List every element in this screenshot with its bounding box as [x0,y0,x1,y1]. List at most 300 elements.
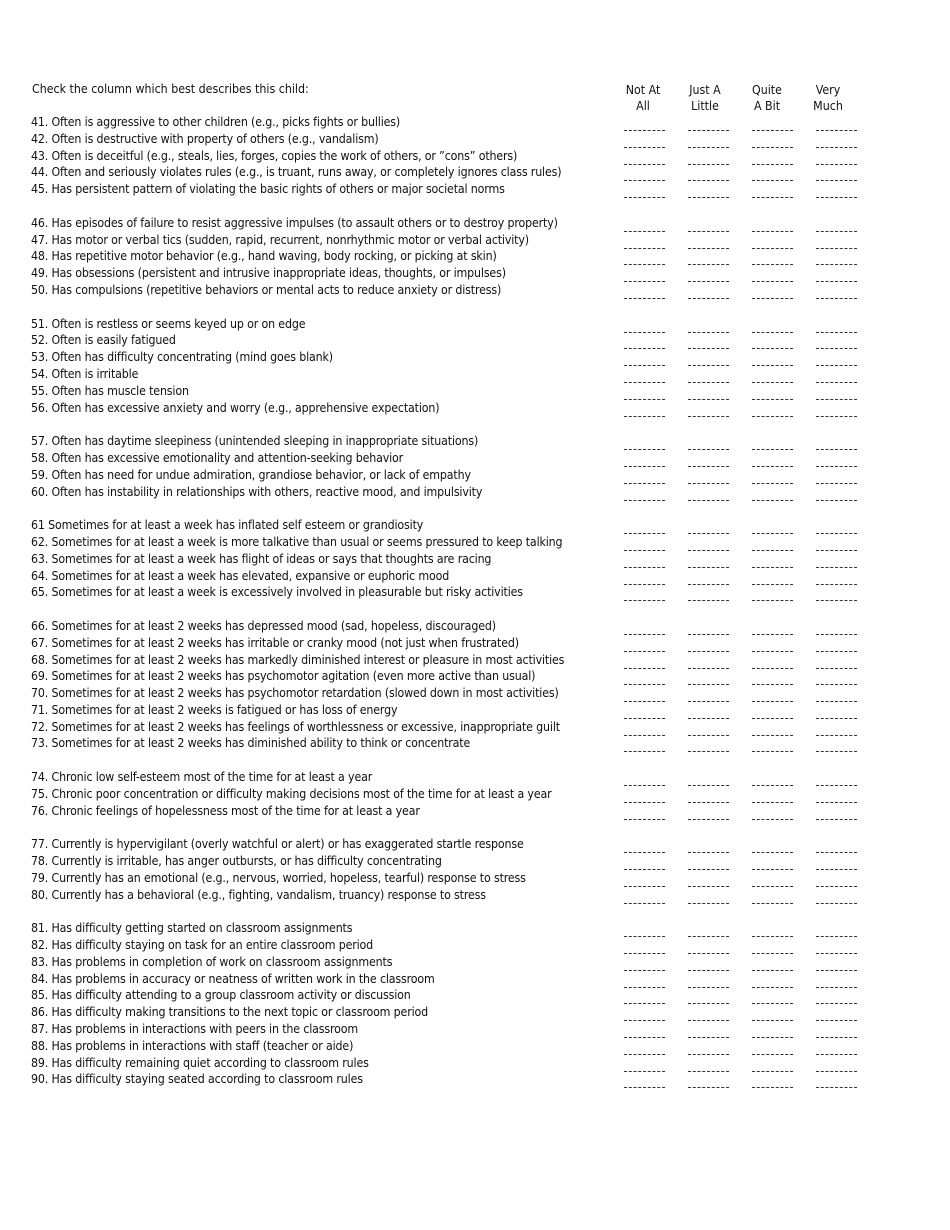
question-row [0,332,950,349]
answer-blank-just-a-little[interactable] [688,772,729,786]
answer-blank-not-at-all[interactable] [624,957,665,971]
answer-blank-just-a-little[interactable] [688,688,729,702]
answer-blank-very-much[interactable] [816,470,857,484]
answer-blank-very-much[interactable] [816,1074,857,1088]
question-row [0,584,950,601]
question-text: 85. Has difficulty attending to a group classroom activity or discussion [31,988,411,1003]
answer-blank-quite-a-bit[interactable] [752,184,793,198]
answer-blank-just-a-little[interactable] [688,1058,729,1072]
answer-blank-quite-a-bit[interactable] [752,638,793,652]
answer-blank-just-a-little[interactable] [688,621,729,635]
answer-blank-quite-a-bit[interactable] [752,806,793,820]
question-text: 90. Has difficulty staying seated according to classroom rules [31,1072,363,1087]
answer-blank-very-much[interactable] [816,285,857,299]
answer-blank-very-much[interactable] [816,671,857,685]
question-text: 73. Sometimes for at least 2 weeks has diminished ability to think or concentrate [31,736,471,751]
answer-blank-not-at-all[interactable] [624,470,665,484]
answer-blank-very-much[interactable] [816,369,857,383]
answer-blank-quite-a-bit[interactable] [752,134,793,148]
column-header-not-at-all: Not At All [625,83,661,113]
answer-blank-quite-a-bit[interactable] [752,436,793,450]
answer-blank-not-at-all[interactable] [624,218,665,232]
answer-blank-quite-a-bit[interactable] [752,688,793,702]
answer-blank-not-at-all[interactable] [624,621,665,635]
answer-blank-just-a-little[interactable] [688,487,729,501]
question-row [0,887,950,904]
answer-blank-quite-a-bit[interactable] [752,856,793,870]
question-row [0,668,950,685]
answer-blank-very-much[interactable] [816,487,857,501]
answer-blank-just-a-little[interactable] [688,655,729,669]
question-row [0,920,950,937]
answer-blank-just-a-little[interactable] [688,1007,729,1021]
question-text: 89. Has difficulty remaining quiet according to classroom rules [31,1055,369,1070]
question-text: 79. Currently has an emotional (e.g., nervous, worried, hopeless, tearful) response to stress [31,870,526,885]
answer-blank-just-a-little[interactable] [688,671,729,685]
answer-blank-not-at-all[interactable] [624,688,665,702]
question-text: 64. Sometimes for at least a week has elevated, expansive or euphoric mood [31,568,450,583]
answer-blank-just-a-little[interactable] [688,839,729,853]
answer-blank-quite-a-bit[interactable] [752,587,793,601]
question-row [0,652,950,669]
question-text: 56. Often has excessive anxiety and worry (e.g., apprehensive expectation) [31,400,440,415]
question-row [0,534,950,551]
answer-blank-just-a-little[interactable] [688,974,729,988]
answer-blank-just-a-little[interactable] [688,856,729,870]
question-row [0,769,950,786]
answer-blank-very-much[interactable] [816,688,857,702]
answer-blank-quite-a-bit[interactable] [752,789,793,803]
question-row [0,215,950,232]
question-row [0,719,950,736]
question-text: 62. Sometimes for at least a week is more talkative than usual or seems pressured to keep talking [31,534,563,549]
answer-blank-just-a-little[interactable] [688,1024,729,1038]
answer-blank-just-a-little[interactable] [688,587,729,601]
answer-blank-just-a-little[interactable] [688,352,729,366]
answer-blank-not-at-all[interactable] [624,873,665,887]
answer-blank-not-at-all[interactable] [624,319,665,333]
answer-blank-quite-a-bit[interactable] [752,571,793,585]
answer-blank-very-much[interactable] [816,268,857,282]
answer-blank-very-much[interactable] [816,789,857,803]
answer-blank-very-much[interactable] [816,352,857,366]
answer-blank-just-a-little[interactable] [688,638,729,652]
answer-blank-very-much[interactable] [816,957,857,971]
answer-blank-just-a-little[interactable] [688,470,729,484]
question-text: 71. Sometimes for at least 2 weeks is fatigued or has loss of energy [31,702,398,717]
answer-blank-just-a-little[interactable] [688,184,729,198]
question-text: 53. Often has difficulty concentrating (mind goes blank) [31,350,333,365]
question-row [0,484,950,501]
answer-blank-quite-a-bit[interactable] [752,974,793,988]
answer-blank-very-much[interactable] [816,554,857,568]
answer-blank-quite-a-bit[interactable] [752,655,793,669]
answer-blank-very-much[interactable] [816,403,857,417]
answer-blank-just-a-little[interactable] [688,722,729,736]
answer-blank-not-at-all[interactable] [624,352,665,366]
answer-blank-very-much[interactable] [816,587,857,601]
question-text: 67. Sometimes for at least 2 weeks has irritable or cranky mood (not just when frustrated) [31,635,519,650]
question-row [0,265,950,282]
answer-blank-very-much[interactable] [816,1024,857,1038]
answer-blank-not-at-all[interactable] [624,671,665,685]
answer-blank-not-at-all[interactable] [624,386,665,400]
answer-blank-just-a-little[interactable] [688,923,729,937]
answer-blank-quite-a-bit[interactable] [752,268,793,282]
form-instruction: Check the column which best describes this child: [32,82,309,96]
answer-blank-just-a-little[interactable] [688,890,729,904]
answer-blank-quite-a-bit[interactable] [752,923,793,937]
answer-blank-quite-a-bit[interactable] [752,957,793,971]
question-text: 44. Often and seriously violates rules (e.g., is truant, runs away, or completely ignores class rules) [31,165,562,180]
answer-blank-quite-a-bit[interactable] [752,621,793,635]
question-row [0,114,950,131]
question-row [0,1055,950,1072]
answer-blank-quite-a-bit[interactable] [752,167,793,181]
question-text: 75. Chronic poor concentration or difficulty making decisions most of the time for at least a year [31,786,552,801]
answer-blank-not-at-all[interactable] [624,251,665,265]
answer-blank-very-much[interactable] [816,386,857,400]
question-list [0,114,950,1088]
answer-blank-quite-a-bit[interactable] [752,117,793,131]
answer-blank-quite-a-bit[interactable] [752,1041,793,1055]
answer-blank-just-a-little[interactable] [688,789,729,803]
question-text: 88. Has problems in interactions with staff (teacher or aide) [31,1038,354,1053]
answer-blank-not-at-all[interactable] [624,369,665,383]
answer-blank-very-much[interactable] [816,235,857,249]
answer-blank-quite-a-bit[interactable] [752,218,793,232]
question-row [0,1021,950,1038]
question-row [0,400,950,417]
answer-blank-not-at-all[interactable] [624,520,665,534]
answer-blank-very-much[interactable] [816,655,857,669]
answer-blank-quite-a-bit[interactable] [752,453,793,467]
answer-blank-just-a-little[interactable] [688,520,729,534]
answer-blank-very-much[interactable] [816,621,857,635]
answer-blank-just-a-little[interactable] [688,940,729,954]
answer-blank-very-much[interactable] [816,722,857,736]
answer-blank-not-at-all[interactable] [624,722,665,736]
question-row [0,836,950,853]
answer-blank-quite-a-bit[interactable] [752,1074,793,1088]
question-row [0,937,950,954]
answer-blank-very-much[interactable] [816,806,857,820]
answer-blank-very-much[interactable] [816,571,857,585]
question-text: 77. Currently is hypervigilant (overly watchful or alert) or has exaggerated startle response [31,837,524,852]
answer-blank-very-much[interactable] [816,167,857,181]
answer-blank-just-a-little[interactable] [688,806,729,820]
answer-blank-not-at-all[interactable] [624,772,665,786]
question-row [0,786,950,803]
answer-blank-very-much[interactable] [816,873,857,887]
answer-blank-very-much[interactable] [816,940,857,954]
question-text: 50. Has compulsions (repetitive behaviors or mental acts to reduce anxiety or distress) [31,282,502,297]
answer-blank-very-much[interactable] [816,772,857,786]
answer-blank-quite-a-bit[interactable] [752,386,793,400]
question-row [0,1071,950,1088]
answer-blank-just-a-little[interactable] [688,117,729,131]
answer-blank-not-at-all[interactable] [624,134,665,148]
answer-blank-just-a-little[interactable] [688,369,729,383]
question-text: 52. Often is easily fatigued [31,333,176,348]
answer-blank-just-a-little[interactable] [688,335,729,349]
answer-blank-very-much[interactable] [816,856,857,870]
answer-blank-not-at-all[interactable] [624,436,665,450]
answer-blank-not-at-all[interactable] [624,285,665,299]
answer-blank-not-at-all[interactable] [624,403,665,417]
answer-blank-just-a-little[interactable] [688,167,729,181]
question-text: 72. Sometimes for at least 2 weeks has feelings of worthlessness or excessive, inappropriate guilt [31,719,560,734]
answer-blank-not-at-all[interactable] [624,974,665,988]
answer-blank-not-at-all[interactable] [624,1024,665,1038]
question-text: 63. Sometimes for at least a week has flight of ideas or says that thoughts are racing [31,551,492,566]
answer-blank-very-much[interactable] [816,218,857,232]
answer-blank-just-a-little[interactable] [688,285,729,299]
answer-blank-not-at-all[interactable] [624,554,665,568]
answer-blank-very-much[interactable] [816,537,857,551]
question-row [0,971,950,988]
answer-blank-not-at-all[interactable] [624,638,665,652]
question-row [0,131,950,148]
answer-blank-quite-a-bit[interactable] [752,554,793,568]
question-row [0,1038,950,1055]
question-row [0,164,950,181]
question-row [0,366,950,383]
answer-blank-quite-a-bit[interactable] [752,738,793,752]
answer-blank-just-a-little[interactable] [688,1041,729,1055]
answer-blank-not-at-all[interactable] [624,839,665,853]
question-text: 74. Chronic low self-esteem most of the time for at least a year [31,770,373,785]
question-row [0,702,950,719]
question-text: 65. Sometimes for at least a week is excessively involved in pleasurable but risky activities [31,585,523,600]
answer-blank-just-a-little[interactable] [688,151,729,165]
answer-blank-quite-a-bit[interactable] [752,990,793,1004]
answer-blank-very-much[interactable] [816,251,857,265]
answer-blank-very-much[interactable] [816,923,857,937]
question-row [0,618,950,635]
answer-blank-not-at-all[interactable] [624,856,665,870]
answer-blank-just-a-little[interactable] [688,436,729,450]
question-text: 87. Has problems in interactions with peers in the classroom [31,1022,358,1037]
question-row [0,1004,950,1021]
answer-blank-just-a-little[interactable] [688,957,729,971]
answer-blank-just-a-little[interactable] [688,554,729,568]
question-row [0,568,950,585]
question-row [0,383,950,400]
answer-blank-very-much[interactable] [816,1058,857,1072]
question-row [0,853,950,870]
answer-blank-not-at-all[interactable] [624,655,665,669]
answer-blank-just-a-little[interactable] [688,235,729,249]
answer-blank-just-a-little[interactable] [688,1074,729,1088]
question-text: 46. Has episodes of failure to resist aggressive impulses (to assault others or to destroy property) [31,215,558,230]
answer-blank-very-much[interactable] [816,319,857,333]
answer-blank-just-a-little[interactable] [688,386,729,400]
question-text: 70. Sometimes for at least 2 weeks has psychomotor retardation (slowed down in most activities) [31,686,559,701]
answer-blank-just-a-little[interactable] [688,453,729,467]
column-header-very-much: Very Much [813,83,843,113]
question-row [0,735,950,752]
question-text: 49. Has obsessions (persistent and intrusive inappropriate ideas, thoughts, or impulses) [31,266,506,281]
answer-blank-just-a-little[interactable] [688,134,729,148]
question-text: 80. Currently has a behavioral (e.g., fighting, vandalism, truancy) response to stress [31,887,486,902]
answer-blank-very-much[interactable] [816,839,857,853]
answer-blank-just-a-little[interactable] [688,319,729,333]
question-text: 61 Sometimes for at least a week has inflated self esteem or grandiosity [31,518,424,533]
question-text: 84. Has problems in accuracy or neatness of written work in the classroom [31,971,435,986]
answer-blank-very-much[interactable] [816,335,857,349]
answer-blank-not-at-all[interactable] [624,268,665,282]
answer-blank-just-a-little[interactable] [688,537,729,551]
answer-blank-not-at-all[interactable] [624,1041,665,1055]
answer-blank-not-at-all[interactable] [624,571,665,585]
question-row [0,316,950,333]
question-text: 51. Often is restless or seems keyed up or on edge [31,316,306,331]
answer-blank-just-a-little[interactable] [688,268,729,282]
answer-blank-just-a-little[interactable] [688,403,729,417]
question-row [0,433,950,450]
answer-blank-not-at-all[interactable] [624,705,665,719]
answer-blank-quite-a-bit[interactable] [752,470,793,484]
answer-blank-quite-a-bit[interactable] [752,1007,793,1021]
question-row [0,467,950,484]
answer-blank-very-much[interactable] [816,134,857,148]
answer-blank-not-at-all[interactable] [624,890,665,904]
answer-blank-quite-a-bit[interactable] [752,537,793,551]
question-text: 86. Has difficulty making transitions to the next topic or classroom period [31,1005,429,1020]
answer-blank-very-much[interactable] [816,436,857,450]
answer-blank-not-at-all[interactable] [624,453,665,467]
question-row [0,282,950,299]
question-text: 41. Often is aggressive to other children (e.g., picks fights or bullies) [31,115,401,129]
answer-blank-not-at-all[interactable] [624,806,665,820]
answer-blank-not-at-all[interactable] [624,117,665,131]
answer-blank-quite-a-bit[interactable] [752,235,793,249]
answer-blank-quite-a-bit[interactable] [752,285,793,299]
answer-blank-just-a-little[interactable] [688,251,729,265]
answer-blank-not-at-all[interactable] [624,235,665,249]
answer-blank-very-much[interactable] [816,638,857,652]
answer-blank-just-a-little[interactable] [688,705,729,719]
question-text: 76. Chronic feelings of hopelessness most of the time for at least a year [31,803,420,818]
answer-blank-quite-a-bit[interactable] [752,772,793,786]
answer-blank-quite-a-bit[interactable] [752,705,793,719]
question-text: 69. Sometimes for at least 2 weeks has psychomotor agitation (even more active than usual) [31,669,536,684]
answer-blank-very-much[interactable] [816,453,857,467]
answer-blank-quite-a-bit[interactable] [752,251,793,265]
answer-blank-very-much[interactable] [816,705,857,719]
question-text: 60. Often has instability in relationships with others, reactive mood, and impulsivity [31,484,483,499]
answer-blank-very-much[interactable] [816,738,857,752]
answer-blank-not-at-all[interactable] [624,990,665,1004]
answer-blank-not-at-all[interactable] [624,184,665,198]
answer-blank-quite-a-bit[interactable] [752,940,793,954]
question-text: 48. Has repetitive motor behavior (e.g., hand waving, body rocking, or picking at skin) [31,249,497,264]
answer-blank-just-a-little[interactable] [688,873,729,887]
answer-blank-quite-a-bit[interactable] [752,1024,793,1038]
column-header-quite-a-bit: Quite A Bit [752,83,782,113]
question-row [0,803,950,820]
answer-blank-very-much[interactable] [816,520,857,534]
question-text: 66. Sometimes for at least 2 weeks has depressed mood (sad, hopeless, discouraged) [31,618,496,633]
answer-blank-not-at-all[interactable] [624,738,665,752]
answer-blank-very-much[interactable] [816,117,857,131]
answer-blank-just-a-little[interactable] [688,738,729,752]
answer-blank-very-much[interactable] [816,1007,857,1021]
answer-blank-very-much[interactable] [816,1041,857,1055]
question-row [0,232,950,249]
answer-blank-not-at-all[interactable] [624,923,665,937]
question-text: 42. Often is destructive with property of others (e.g., vandalism) [31,131,379,146]
answer-blank-just-a-little[interactable] [688,218,729,232]
question-text: 68. Sometimes for at least 2 weeks has markedly diminished interest or pleasure in most activities [31,652,565,667]
question-row [0,181,950,198]
answer-blank-not-at-all[interactable] [624,940,665,954]
answer-blank-quite-a-bit[interactable] [752,873,793,887]
answer-blank-quite-a-bit[interactable] [752,671,793,685]
question-row [0,685,950,702]
answer-blank-not-at-all[interactable] [624,1074,665,1088]
answer-blank-not-at-all[interactable] [624,1058,665,1072]
question-text: 78. Currently is irritable, has anger outbursts, or has difficulty concentrating [31,854,442,869]
answer-blank-very-much[interactable] [816,184,857,198]
question-row [0,954,950,971]
answer-blank-just-a-little[interactable] [688,571,729,585]
answer-blank-quite-a-bit[interactable] [752,1058,793,1072]
question-text: 82. Has difficulty staying on task for an entire classroom period [31,938,374,953]
question-text: 45. Has persistent pattern of violating the basic rights of others or major societal norms [31,182,505,197]
question-row [0,148,950,165]
answer-blank-not-at-all[interactable] [624,487,665,501]
answer-blank-not-at-all[interactable] [624,537,665,551]
answer-blank-not-at-all[interactable] [624,1007,665,1021]
answer-blank-quite-a-bit[interactable] [752,403,793,417]
answer-blank-very-much[interactable] [816,151,857,165]
answer-blank-quite-a-bit[interactable] [752,352,793,366]
answer-blank-not-at-all[interactable] [624,335,665,349]
answer-blank-quite-a-bit[interactable] [752,487,793,501]
question-row [0,450,950,467]
answer-blank-quite-a-bit[interactable] [752,335,793,349]
question-text: 81. Has difficulty getting started on classroom assignments [31,921,353,936]
question-row [0,870,950,887]
question-row [0,551,950,568]
answer-blank-not-at-all[interactable] [624,587,665,601]
answer-blank-not-at-all[interactable] [624,151,665,165]
question-text: 57. Often has daytime sleepiness (unintended sleeping in inappropriate situations) [31,434,479,449]
question-text: 43. Often is deceitful (e.g., steals, lies, forges, copies the work of others, or ”cons” others) [31,148,518,163]
question-text: 83. Has problems in completion of work on classroom assignments [31,954,393,969]
answer-blank-quite-a-bit[interactable] [752,369,793,383]
question-row [0,349,950,366]
answer-blank-not-at-all[interactable] [624,167,665,181]
question-row [0,517,950,534]
answer-blank-quite-a-bit[interactable] [752,890,793,904]
answer-blank-quite-a-bit[interactable] [752,839,793,853]
answer-blank-quite-a-bit[interactable] [752,319,793,333]
answer-blank-very-much[interactable] [816,890,857,904]
question-text: 58. Often has excessive emotionality and attention-seeking behavior [31,450,404,465]
answer-blank-very-much[interactable] [816,974,857,988]
answer-blank-quite-a-bit[interactable] [752,520,793,534]
answer-blank-just-a-little[interactable] [688,990,729,1004]
answer-blank-not-at-all[interactable] [624,789,665,803]
answer-blank-quite-a-bit[interactable] [752,151,793,165]
answer-blank-quite-a-bit[interactable] [752,722,793,736]
answer-blank-very-much[interactable] [816,990,857,1004]
column-header-just-a-little: Just A Little [689,83,721,113]
question-row [0,248,950,265]
